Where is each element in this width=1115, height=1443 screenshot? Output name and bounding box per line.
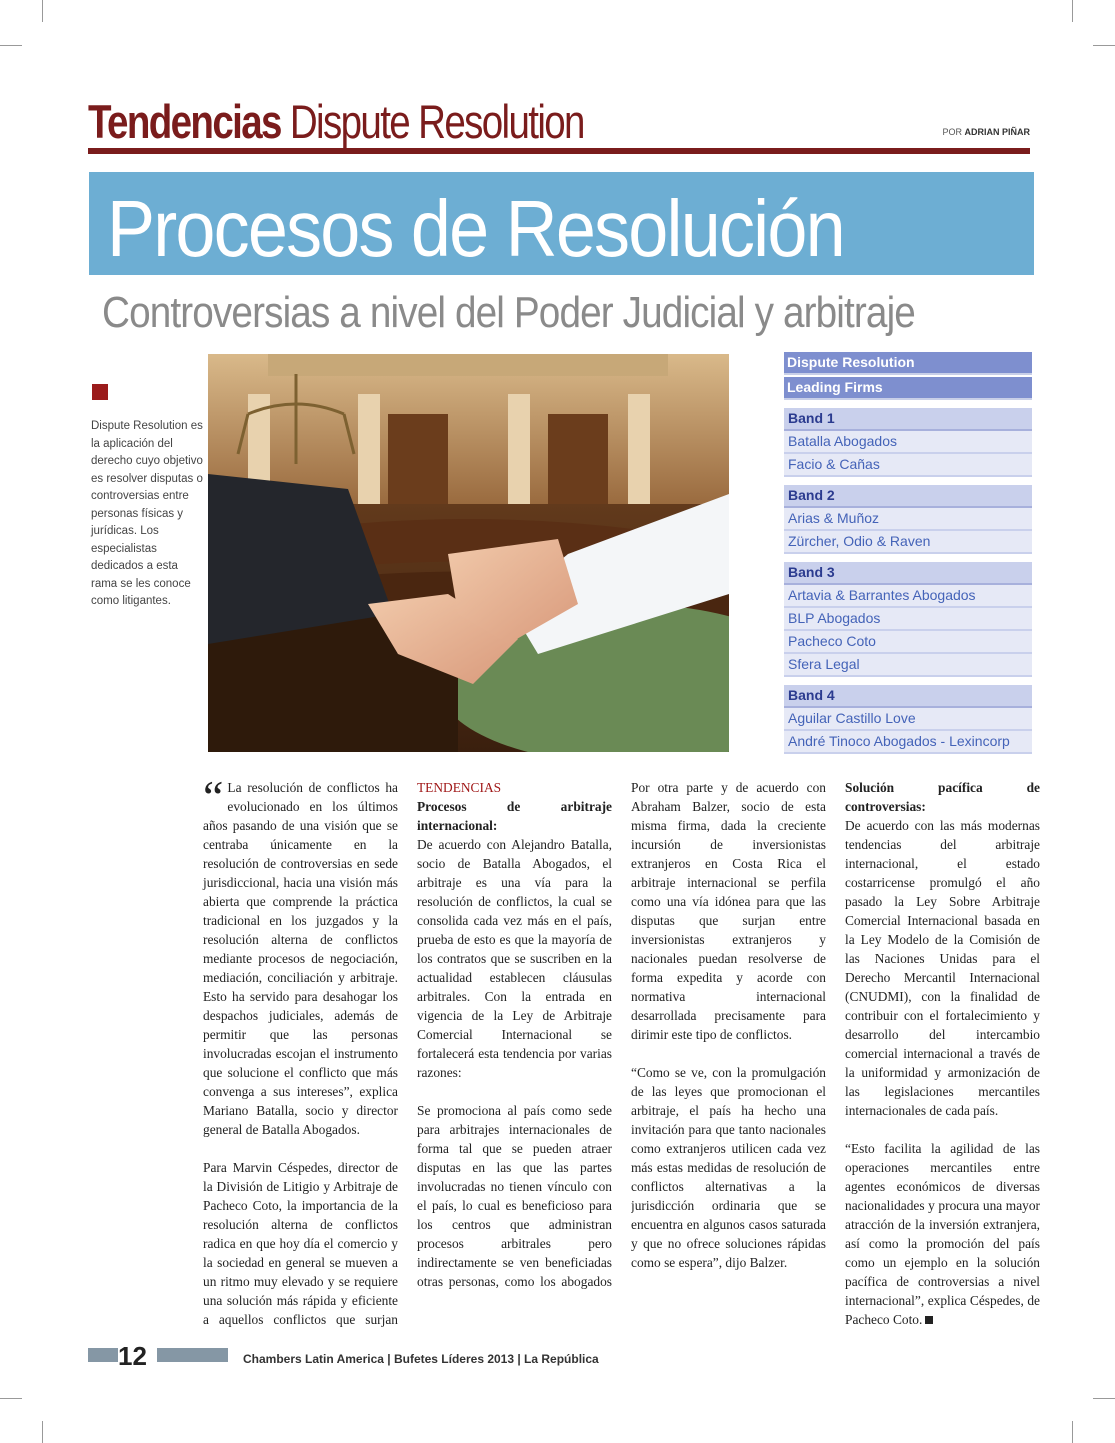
subheading-solucion: Solución pacífica de controversias: [845,780,1040,814]
crop-mark [1072,0,1073,22]
body-column-1 [203,771,398,1347]
handshake-courtroom-photo [208,354,729,752]
page-number: 12 [118,1341,147,1371]
crop-mark [0,45,22,46]
crop-mark [0,1398,22,1399]
header-rule [88,148,1030,154]
body-column-2 [417,778,612,1310]
firm-item: Artavia & Barrantes Abogados [784,585,1032,608]
section-title [88,94,584,149]
opening-quote-mark: “ [203,771,224,822]
paragraph: Para Marvin Céspedes, director de la División de Litigio y Arbitraje de Pacheco Coto, la importancia de la resolución alterna de conflictos radica en que hoy día el comercio y la sociedad en general se mueven a un ritmo muy elevado y se requiere una solución más rápida y eficiente a aquellos conflictos que surjan [203,1160,398,1327]
body-column-3 [631,778,826,1312]
paragraph: Se promociona al país como sede para arbitrajes internacionales de forma tal que se pueden atraer disputas en las que las partes involucradas no tienen vínculo con el país, lo cual es beneficioso para los centros que administran procesos arbitrales pero indirectamente se ven beneficiadas otras personas, como los abogados [417,1103,612,1289]
firm-item: Facio & Cañas [784,454,1032,477]
footer-publication: Chambers Latin America | Bufetes Líderes 2013 | La República [243,1352,599,1366]
closing-paragraph [845,1139,1040,1329]
crop-mark [1093,45,1115,46]
footer-bar-right [157,1348,228,1362]
intro-paragraph [203,771,398,1139]
band-header: Band 3 [784,562,1032,585]
firm-item: Arias & Muñoz [784,508,1032,531]
section-title-bold: Tendencias [88,95,281,148]
band-header: Band 2 [784,485,1032,508]
crop-mark [42,1421,43,1443]
leading-firms-table [784,352,1032,754]
byline-prefix: POR [942,127,962,137]
byline-author: ADRIAN PIÑAR [964,127,1030,137]
sidebar-bullet-square [92,384,108,400]
crop-mark [1093,1398,1115,1399]
firm-item: Zürcher, Odio & Raven [784,531,1032,554]
kicker-heading: TENDENCIAS [417,780,502,795]
crop-mark [1072,1421,1073,1443]
sidebar-text: Dispute Resolution es la aplicación del derecho cuyo objetivo es resolver disputas o controversias entre personas físicas y jurídicas. Los especialistas dedicados a esta rama se les conoce como litigantes. [91,420,203,607]
paragraph: De acuerdo con Alejandro Batalla, socio de Batalla Abogados, el arbitraje es una vía para la resolución de conflictos, la cual se consolida cada vez más en el país, prueba de esto es que la mayoría de los contratos que se suscriben en la actualidad establecen cláusulas arbitrales. Con la entrada en vigencia de la Ley de Arbitraje Comercial Internacional se fortalecerá esta tendencia por varias razones: [417,837,612,1080]
paragraph: De acuerdo con las más modernas tendencias del arbitraje internacional, el estado costarricense promulgó el año pasado la Ley Sobre Arbitraje Comercial Internacional basada en la Ley Modelo de la Comisión de las Naciones Unidas para el Derecho Mercantil Internacional (CNUDMI), con la finalidad de contribuir con el fortalecimiento y desarrollo del intercambio comercial internacional a través de la uniformidad y armonización de las legislaciones mercantiles internacionales de cada país. [845,818,1040,1118]
section-title-light: Dispute Resolution [289,95,584,148]
article-subtitle: Controversias a nivel del Poder Judicial y arbitraje [102,288,915,337]
band-header: Band 1 [784,408,1032,431]
footer-bar-left [88,1348,118,1362]
firm-item: Aguilar Castillo Love [784,708,1032,731]
firm-item: Pacheco Coto [784,631,1032,654]
firm-item: Batalla Abogados [784,431,1032,454]
firm-item: André Tinoco Abogados - Lexincorp [784,731,1032,754]
firm-item: Sfera Legal [784,654,1032,677]
paragraph-text: La resolución de conflictos ha evolucionado en los últimos años pasando de una visión que se centraba únicamente en la resolución de controversias en sede jurisdiccional, hacia una visión más abierta que comprende la práctica tradicional en los juzgados y la resolución alterna de conflictos mediante procesos de negociación, mediación, conciliación y arbitraje. Esto ha servido para desahogar los despachos judiciales, además de permitir que las personas involucradas escojan el instrumento que solucione el conflicto que más convenga a sus intereses”, explica Mariano Batalla, socio y director general de Batalla Abogados. [203,780,398,1137]
paragraph: “Como se ve, con la promulgación de las leyes que promocionan el arbitraje, el país ha hecho una invitación para que tanto nacionales como extranjeros utilicen cada vez más estas medidas de resolución de conflictos alternativas a la jurisdicción ordinaria que se encuentra en algunos casos saturada y que no ofrece soluciones rápidas como se espera”, dijo Balzer. [631,1065,826,1270]
subheading-arbitraje: Procesos de arbitraje internacional: [417,799,612,833]
crop-mark [42,0,43,22]
table-title-line2: Leading Firms [784,377,1032,400]
paragraph-text: “Esto facilita la agilidad de las operaciones mercantiles entre agentes económicos de diversas nacionalidades y procura una mayor atracción de la inversión extranjera, así como la promoción del país como un ejemplo en la solución pacífica de controversias a nivel internacional”, explica Céspedes, de Pacheco Coto. [845,1141,1040,1327]
table-title-line1: Dispute Resolution [784,352,1032,375]
article-title: Procesos de Resolución [107,184,844,273]
firm-item: BLP Abogados [784,608,1032,631]
body-column-4 [845,778,1040,1348]
end-mark-square [925,1316,933,1324]
band-header: Band 4 [784,685,1032,708]
byline [942,127,1030,137]
paragraph: Por otra parte y de acuerdo con Abraham Balzer, socio de esta misma firma, dada la creciente incursión de inversionistas extranjeros en Costa Rica el arbitraje internacional se perfila como una vía idónea para que las disputas que surjan entre inversionistas extranjeros y nacionales puedan resolverse de forma expedita y acorde con normativa internacional desarrollada precisamente para dirimir este tipo de conflictos. [631,780,826,1042]
